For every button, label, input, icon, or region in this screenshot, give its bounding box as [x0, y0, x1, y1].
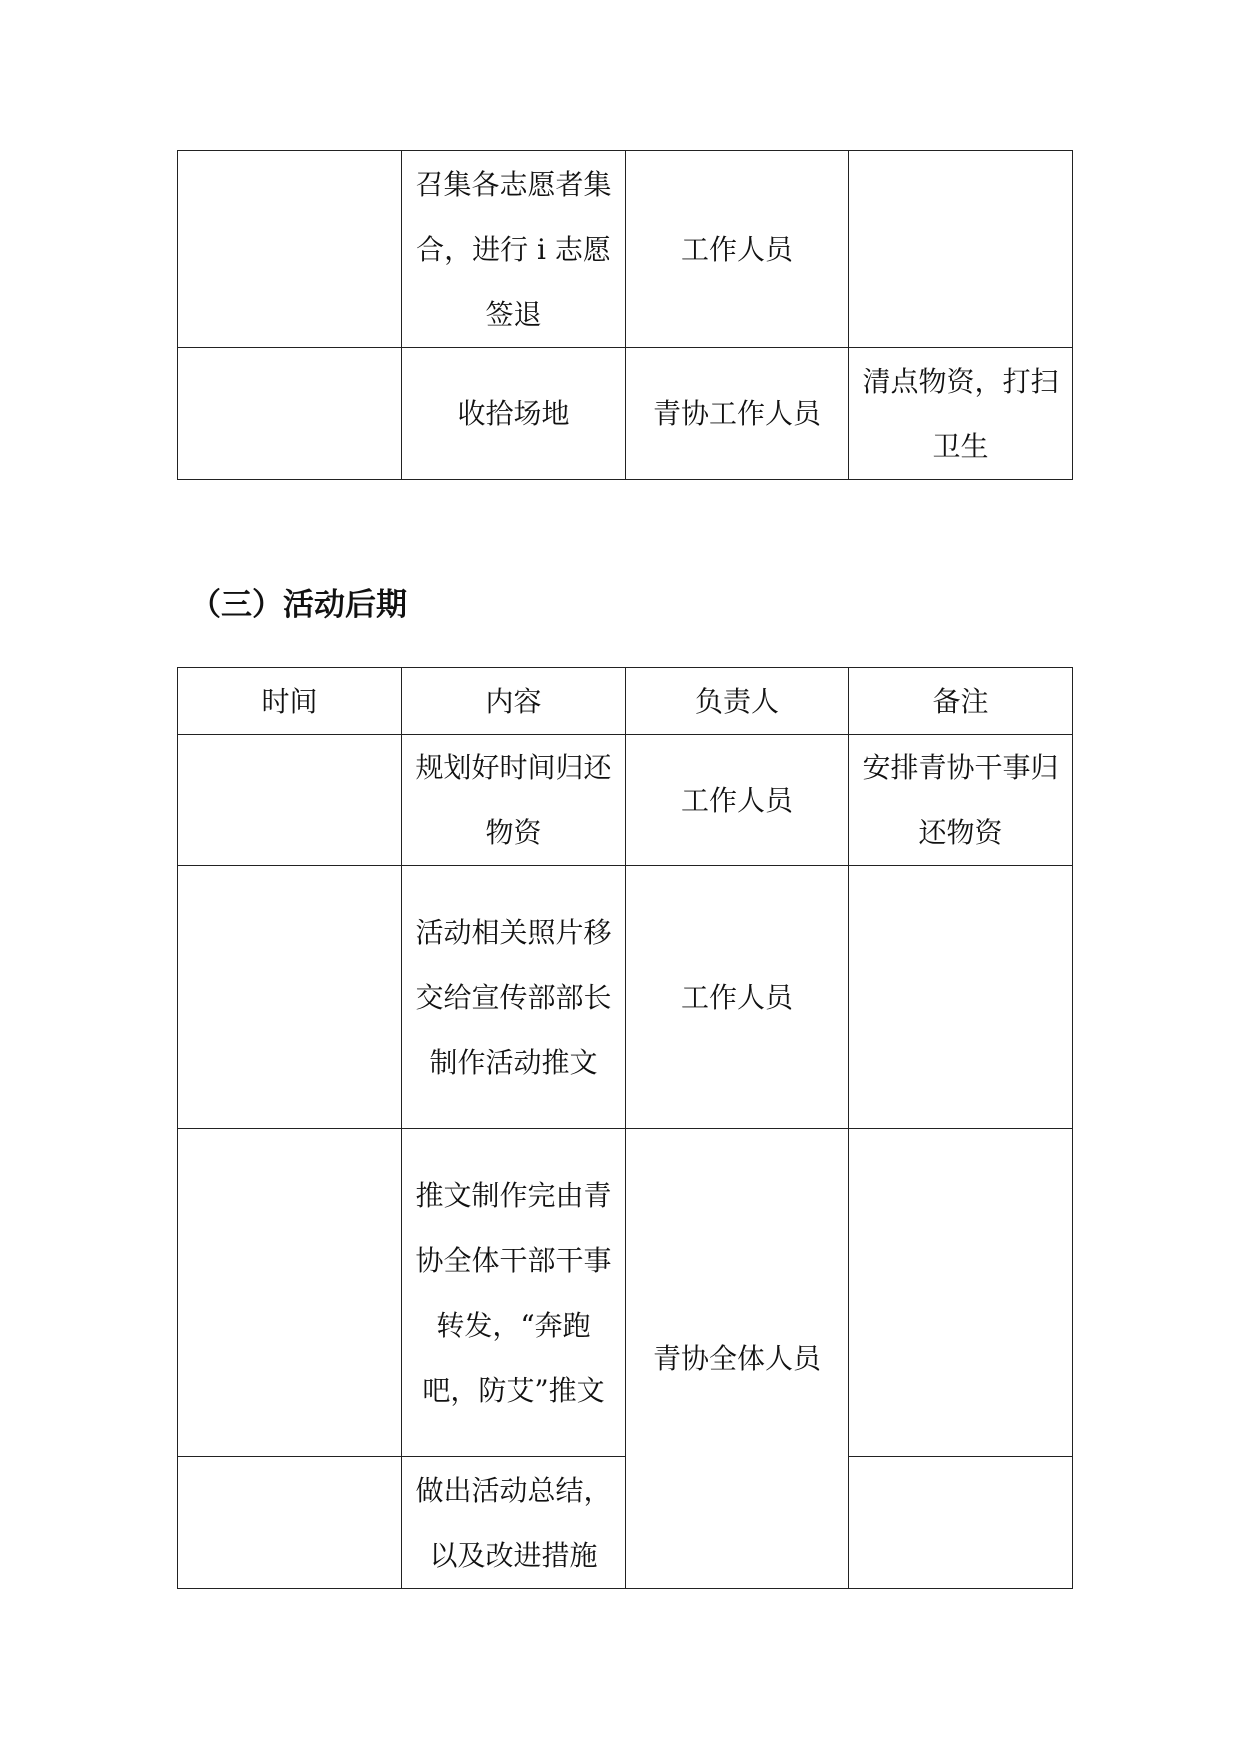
content-cell: 规划好时间归还物资 — [402, 735, 626, 866]
table-row — [178, 866, 1073, 1129]
header-content: 内容 — [402, 668, 626, 735]
time-cell — [178, 1129, 402, 1457]
note-cell: 安排青协干事归还物资 — [849, 735, 1073, 866]
header-note: 备注 — [849, 668, 1073, 735]
person-cell: 工作人员 — [626, 866, 849, 1129]
table-row — [178, 1457, 1073, 1589]
header-time: 时间 — [178, 668, 402, 735]
content-cell: 做出活动总结，以及改进措施 — [402, 1457, 626, 1589]
section-heading: （三）活动后期 — [190, 587, 407, 623]
time-cell — [178, 866, 402, 1129]
person-cell: 青协全体人员 — [626, 1129, 849, 1589]
note-cell — [849, 151, 1073, 348]
table-row — [178, 735, 1073, 866]
table-header-row — [178, 668, 1073, 735]
note-cell — [849, 1129, 1073, 1457]
content-cell: 收拾场地 — [402, 348, 626, 480]
activity-table-continued — [177, 150, 1073, 480]
note-cell — [849, 1457, 1073, 1589]
time-cell — [178, 1457, 402, 1589]
person-cell: 青协工作人员 — [626, 348, 849, 480]
content-cell: 召集各志愿者集合，进行 i 志愿签退 — [402, 151, 626, 348]
table-row — [178, 151, 1073, 348]
content-cell: 活动相关照片移交给宣传部部长制作活动推文 — [402, 866, 626, 1129]
person-cell: 工作人员 — [626, 151, 849, 348]
note-cell: 清点物资，打扫卫生 — [849, 348, 1073, 480]
table-row — [178, 348, 1073, 480]
content-cell: 推文制作完由青协全体干部干事转发，“奔跑吧，防艾”推文 — [402, 1129, 626, 1457]
time-cell — [178, 348, 402, 480]
time-cell — [178, 735, 402, 866]
note-cell — [849, 866, 1073, 1129]
table-row — [178, 1129, 1073, 1457]
header-person: 负责人 — [626, 668, 849, 735]
person-cell: 工作人员 — [626, 735, 849, 866]
post-activity-table — [177, 667, 1073, 1589]
time-cell — [178, 151, 402, 348]
